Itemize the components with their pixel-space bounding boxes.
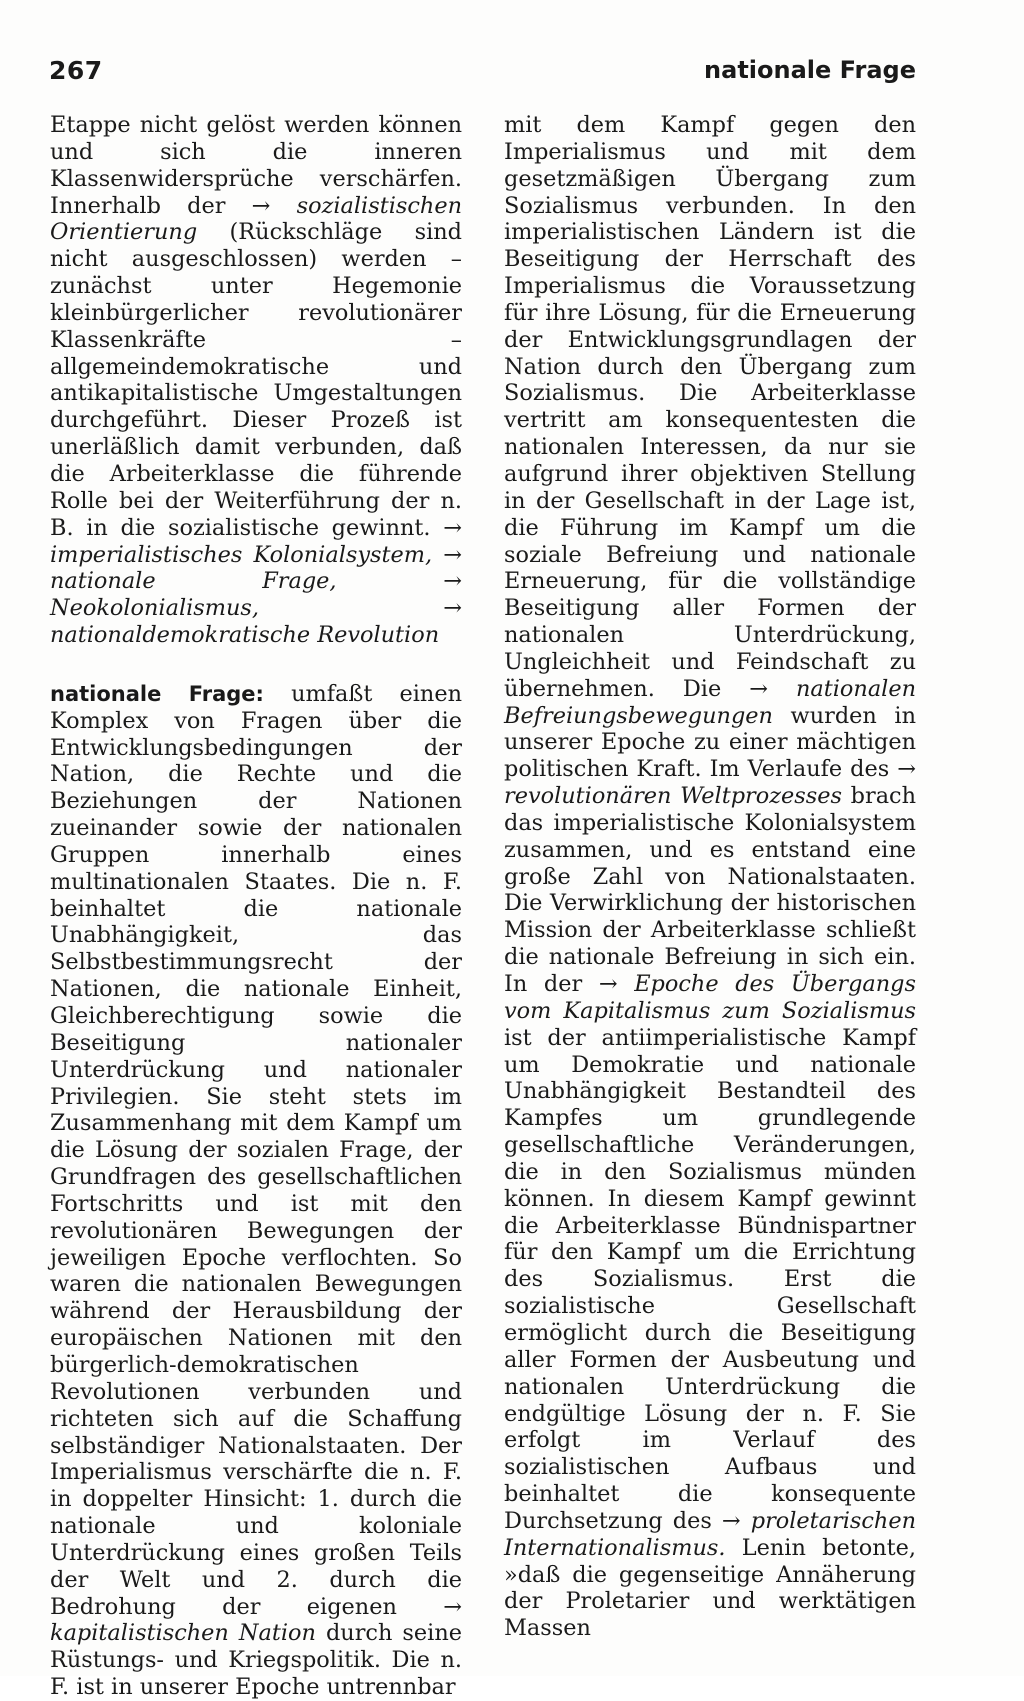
entry-nationale-frage xyxy=(50,681,462,1701)
text-run: umfaßt einen Komplex von Fragen über die Entwicklungsbedingungen der Nation, die Rechte und die Beziehungen der Nationen zueinander sowie der nationalen Gruppen innerhalb eines multinationalen Staates. Die n. F. beinhaltet die nationale Unabhängigkeit, das Selbstbestimmungsrecht der Nationen, die nationale Einheit, Gleichberechtigung sowie die Beseitigung nationaler Unterdrückung und nationaler Privilegien. Sie steht stets im Zusammenhang mit dem Kampf um die Lösung der sozialen Frage, der Grundfragen des gesellschaftlichen Fortschritts und ist mit den revolutionären Bewegungen der jeweiligen Epoche verflochten. So waren die nationalen Bewegungen während der Herausbildung der europäischen Nationen mit den bürgerlich-demokratischen Revolutionen verbunden und richteten sich auf die Schaffung selbständiger Nationalstaaten. Der Imperialismus verschärfte die n. F. in doppelter Hinsicht: 1. durch die nationale und koloniale Unterdrückung eines großen Teils der Welt und 2. durch die Bedrohung der eigenen xyxy=(50,680,462,1620)
cross-reference: → nationalen Befreiungsbewegungen xyxy=(504,675,917,729)
text-run: brach das imperialistische Kolonialsystem zusammen, und es entstand eine große Zahl von Nationalstaaten. Die Verwirklichung der historischen Mission der Arbeiterklasse schließt die nationale Befreiung in sich ein. In der xyxy=(504,783,917,997)
cross-reference: → imperialistisches Kolonialsystem, → nationale Frage, → Neokolonialismus, → nationaldemokratische Revolution xyxy=(50,514,462,649)
text-run: Lenin betonte, »daß die gegenseitige Annäherung der Proletarier und werktätigen Massen xyxy=(504,1534,916,1642)
entry-headword: nationale Frage: xyxy=(50,681,264,706)
continuation-paragraph xyxy=(50,112,462,649)
cross-reference: → proletarischen Internationalismus. xyxy=(504,1507,916,1561)
text-run: wurden in unserer Epoche zu einer mächtigen politischen Kraft. Im Verlaufe des xyxy=(504,702,916,783)
page-number: 267 xyxy=(49,56,103,85)
cross-reference: → revolutionären Weltprozesses xyxy=(504,756,916,810)
cross-reference: → kapitalistischen Nation xyxy=(50,1593,462,1647)
cross-reference: → Epoche des Übergangs vom Kapitalismus zum Sozialismus xyxy=(504,971,916,1024)
text-run: ist der antiimperialistische Kampf um Demokratie und nationale Unabhängigkeit Bestandteil des Kampfes um grundlegende gesellschaftliche Veränderungen, die in den Sozialismus münden können. In diesem Kampf gewinnt die Arbeiterklasse Bündnispartner für den Kampf um die Errichtung des Sozialismus. Erst die sozialistische Gesellschaft ermöglicht durch die Beseitigung aller Formen der Ausbeutung und nationalen Unterdrückung die endgültige Lösung der n. F. Sie erfolgt im Verlauf des sozialistischen Aufbaus und beinhaltet die konsequente Durchsetzung des xyxy=(504,1024,916,1534)
left-column xyxy=(50,112,462,1701)
text-run: durch seine Rüstungs- und Kriegspolitik. Die n. F. ist in unserer Epoche untrennbar xyxy=(50,1620,462,1701)
entry-continuation xyxy=(504,112,916,1642)
right-column xyxy=(504,112,916,1642)
text-run: (Rückschläge sind nicht ausgeschlossen) werden – zunächst unter Hegemonie kleinbürgerlicher revolutionärer Klassenkräfte – allgemeindemokratische und antikapitalistische Umgestaltungen durchgeführt. Dieser Prozeß ist unerläßlich damit verbunden, daß die Arbeiterklasse die führende Rolle bei der Weiterführung der n. B. in die sozialistische gewinnt. xyxy=(50,219,462,541)
text-run: Etappe nicht gelöst werden können und sich die inneren Klassenwidersprüche verschärfen. Innerhalb der xyxy=(50,112,462,219)
cross-reference: → sozialistischen Orientierung xyxy=(50,192,462,246)
text-run: mit dem Kampf gegen den Imperialismus und mit dem gesetzmäßigen Übergang zum Sozialismus verbunden. In den imperialistischen Ländern ist die Beseitigung der Herrschaft des Imperialismus die Voraussetzung für ihre Lösung, für die Erneuerung der Entwicklungsgrundlagen der Nation durch den Übergang zum Sozialismus. Die Arbeiterklasse vertritt am konsequentesten die nationalen Interessen, da nur sie aufgrund ihrer objektiven Stellung in der Gesellschaft in der Lage ist, die Führung im Kampf um die soziale Befreiung und nationale Erneuerung, für die vollständige Beseitigung aller Formen der nationalen Unterdrückung, Ungleichheit und Feindschaft zu übernehmen. Die xyxy=(504,112,916,702)
running-title: nationale Frage xyxy=(704,56,916,84)
